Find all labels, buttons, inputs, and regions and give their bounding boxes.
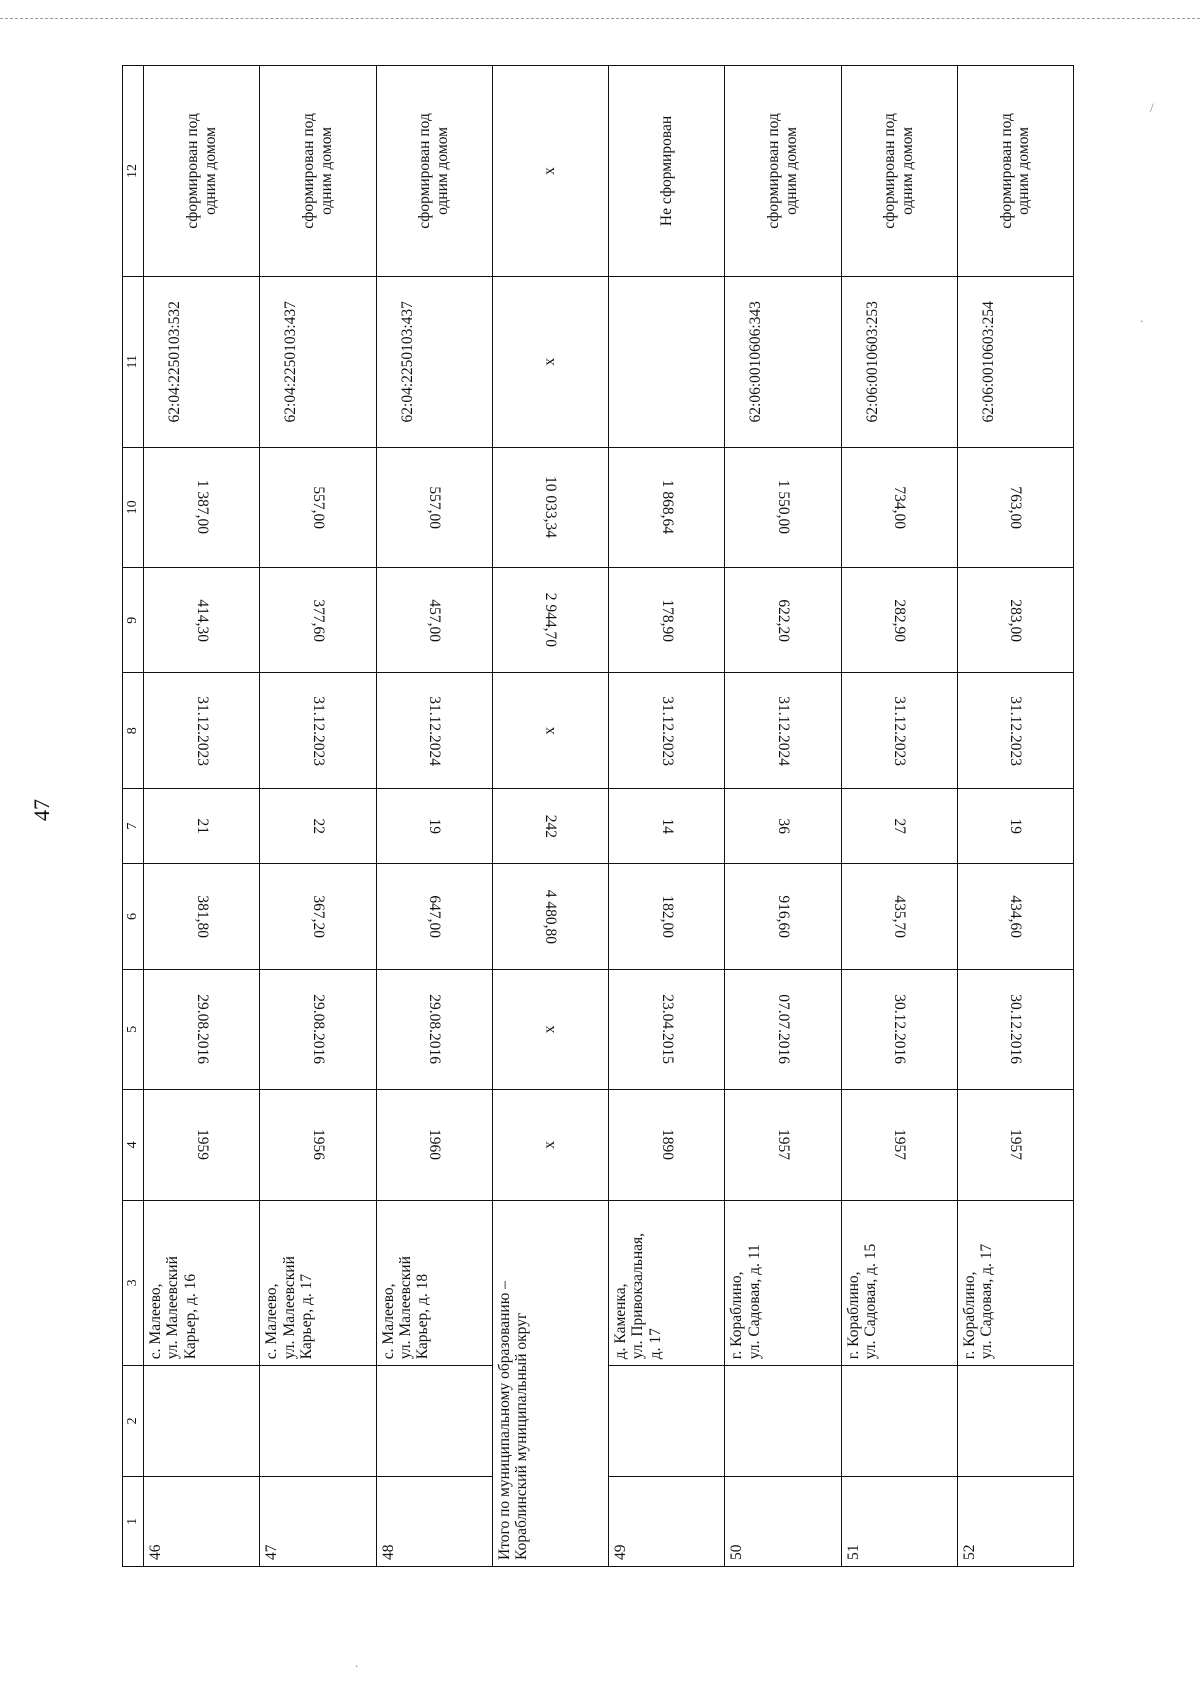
table-body — [144, 66, 1074, 1567]
area-cell: 916,60 — [725, 864, 841, 969]
land-status: сформирован под одним домом — [144, 66, 260, 277]
scan-speck: / — [1150, 100, 1154, 115]
col2-cell — [725, 1366, 841, 1476]
col2-cell — [260, 1366, 376, 1476]
planned-date: 31.12.2023 — [144, 673, 260, 788]
total-row — [492, 66, 608, 1567]
area-cell: 381,80 — [144, 864, 260, 969]
land-area: 1 868,64 — [609, 447, 725, 567]
date-recognized: 29.08.2016 — [144, 969, 260, 1089]
column-header-9: 9 — [123, 568, 144, 673]
area-resettled: 622,20 — [725, 568, 841, 673]
area-cell: 4 480,80 — [492, 864, 608, 969]
table-row — [376, 66, 492, 1567]
address-cell: г. Кораблино, ул. Садовая, д. 15 — [841, 1200, 957, 1366]
column-header-5: 5 — [123, 969, 144, 1089]
table-row — [144, 66, 260, 1567]
land-area: 10 033,34 — [492, 447, 608, 567]
year-built: 1957 — [957, 1090, 1073, 1200]
residents-count: 14 — [609, 788, 725, 863]
land-status: сформирован под одним домом — [376, 66, 492, 277]
column-header-1: 1 — [123, 1476, 144, 1566]
residents-count: 19 — [376, 788, 492, 863]
scan-top-border — [0, 18, 1200, 19]
row-number: 52 — [957, 1476, 1073, 1566]
date-recognized: 29.08.2016 — [260, 969, 376, 1089]
scan-speck: . — [355, 1655, 359, 1670]
residents-count: 22 — [260, 788, 376, 863]
year-built: 1960 — [376, 1090, 492, 1200]
residents-count: 27 — [841, 788, 957, 863]
planned-date: 31.12.2023 — [260, 673, 376, 788]
date-recognized: 30.12.2016 — [957, 969, 1073, 1089]
table-row — [260, 66, 376, 1567]
land-status: сформирован под одним домом — [725, 66, 841, 277]
planned-date: 31.12.2023 — [841, 673, 957, 788]
table-row — [841, 66, 957, 1567]
land-area: 557,00 — [260, 447, 376, 567]
cadastral-number: 62:04:2250103:437 — [376, 276, 492, 447]
planned-date: 31.12.2023 — [957, 673, 1073, 788]
area-resettled: 457,00 — [376, 568, 492, 673]
scan-speck: . — [1140, 310, 1144, 325]
date-recognized: 30.12.2016 — [841, 969, 957, 1089]
address-cell: с. Малеево, ул. Малеевский Карьер, д. 16 — [144, 1200, 260, 1366]
row-number: 48 — [376, 1476, 492, 1566]
cadastral-number: 62:06:0010606:343 — [725, 276, 841, 447]
table-row — [725, 66, 841, 1567]
area-cell: 434,60 — [957, 864, 1073, 969]
cadastral-number: 62:04:2250103:437 — [260, 276, 376, 447]
column-header-7: 7 — [123, 788, 144, 863]
row-number: 51 — [841, 1476, 957, 1566]
row-number: 47 — [260, 1476, 376, 1566]
total-label: Итого по муниципальному образованию – Кораблинский муниципальный округ — [492, 1200, 608, 1566]
address-cell: д. Каменка, ул. Привокзальная, д. 17 — [609, 1200, 725, 1366]
date-recognized: х — [492, 969, 608, 1089]
header-row — [123, 66, 144, 1567]
area-cell: 647,00 — [376, 864, 492, 969]
area-cell: 367,20 — [260, 864, 376, 969]
housing-table — [122, 65, 1074, 1567]
col2-cell — [957, 1366, 1073, 1476]
column-header-3: 3 — [123, 1200, 144, 1366]
year-built: 1956 — [260, 1090, 376, 1200]
table-row — [609, 66, 725, 1567]
residents-count: 19 — [957, 788, 1073, 863]
column-header-12: 12 — [123, 66, 144, 277]
land-status: сформирован под одним домом — [841, 66, 957, 277]
area-resettled: 414,30 — [144, 568, 260, 673]
area-resettled: 377,60 — [260, 568, 376, 673]
land-area: 557,00 — [376, 447, 492, 567]
date-recognized: 29.08.2016 — [376, 969, 492, 1089]
column-header-10: 10 — [123, 447, 144, 567]
address-cell: с. Малеево, ул. Малеевский Карьер, д. 17 — [260, 1200, 376, 1366]
land-area: 1 550,00 — [725, 447, 841, 567]
page-number: 47 — [29, 799, 54, 821]
date-recognized: 07.07.2016 — [725, 969, 841, 1089]
col2-cell — [376, 1366, 492, 1476]
table-row — [957, 66, 1073, 1567]
residents-count: 242 — [492, 788, 608, 863]
planned-date: 31.12.2024 — [725, 673, 841, 788]
cadastral-number: 62:06:0010603:253 — [841, 276, 957, 447]
planned-date: х — [492, 673, 608, 788]
planned-date: 31.12.2023 — [609, 673, 725, 788]
land-area: 763,00 — [957, 447, 1073, 567]
address-cell: г. Кораблино, ул. Садовая, д. 11 — [725, 1200, 841, 1366]
cadastral-number: 62:06:0010603:254 — [957, 276, 1073, 447]
row-number: 49 — [609, 1476, 725, 1566]
column-header-2: 2 — [123, 1366, 144, 1476]
land-status: сформирован под одним домом — [260, 66, 376, 277]
year-built: 1957 — [725, 1090, 841, 1200]
column-header-8: 8 — [123, 673, 144, 788]
area-cell: 435,70 — [841, 864, 957, 969]
col2-cell — [841, 1366, 957, 1476]
column-header-6: 6 — [123, 864, 144, 969]
year-built: 1957 — [841, 1090, 957, 1200]
column-header-11: 11 — [123, 276, 144, 447]
row-number: 46 — [144, 1476, 260, 1566]
col2-cell — [144, 1366, 260, 1476]
land-area: 1 387,00 — [144, 447, 260, 567]
address-cell: г. Кораблино, ул. Садовая, д. 17 — [957, 1200, 1073, 1366]
col2-cell — [609, 1366, 725, 1476]
year-built: 1959 — [144, 1090, 260, 1200]
planned-date: 31.12.2024 — [376, 673, 492, 788]
cadastral-number: х — [492, 276, 608, 447]
land-area: 734,00 — [841, 447, 957, 567]
land-status: Не сформирован — [609, 66, 725, 277]
residents-count: 36 — [725, 788, 841, 863]
rotated-table-container — [122, 65, 1074, 1567]
land-status: х — [492, 66, 608, 277]
land-status: сформирован под одним домом — [957, 66, 1073, 277]
address-cell: с. Малеево, ул. Малеевский Карьер, д. 18 — [376, 1200, 492, 1366]
cadastral-number: 62:04:2250103:532 — [144, 276, 260, 447]
area-resettled: 283,00 — [957, 568, 1073, 673]
residents-count: 21 — [144, 788, 260, 863]
year-built: х — [492, 1090, 608, 1200]
area-cell: 182,00 — [609, 864, 725, 969]
area-resettled: 178,90 — [609, 568, 725, 673]
column-header-4: 4 — [123, 1090, 144, 1200]
year-built: 1890 — [609, 1090, 725, 1200]
row-number: 50 — [725, 1476, 841, 1566]
cadastral-number — [609, 276, 725, 447]
date-recognized: 23.04.2015 — [609, 969, 725, 1089]
area-resettled: 2 944,70 — [492, 568, 608, 673]
area-resettled: 282,90 — [841, 568, 957, 673]
